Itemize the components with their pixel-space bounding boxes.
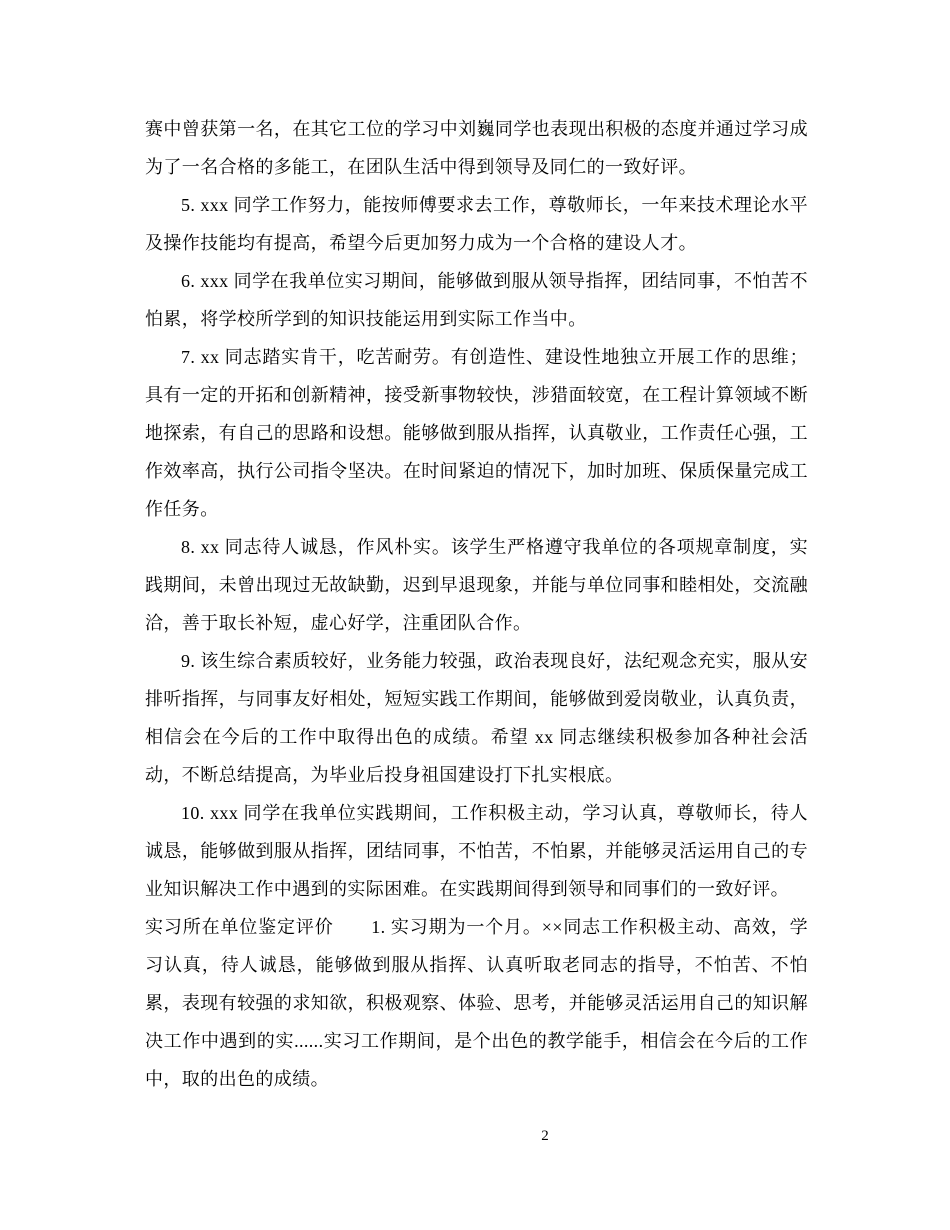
page-number: 2 — [541, 1128, 549, 1144]
paragraph-continuation: 赛中曾获第一名，在其它工位的学习中刘巍同学也表现出积极的态度并通过学习成为了一名合格的多能工，在团队生活中得到领导及同仁的一致好评。 — [145, 119, 808, 177]
paragraph-item-5: 5. xxx 同学工作努力，能按师傅要求去工作，尊敬师长，一年来技术理论水平及操作技能均有提高，希望今后更加努力成为一个合格的建设人才。 — [145, 195, 808, 253]
paragraph-item-10: 10. xxx 同学在我单位实践期间，工作积极主动，学习认真，尊敬师长，待人诚恳，能够做到服从指挥，团结同事，不怕苦，不怕累，并能够灵活运用自己的专业知识解决工作中遇到的实际困难。在实践期间得到领导和同事们的一致好评。 — [145, 803, 808, 899]
document-body — [145, 110, 808, 1098]
paragraph-section-unit-evaluation: 实习所在单位鉴定评价 1. 实习期为一个月。××同志工作积极主动、高效，学习认真，待人诚恳，能够做到服从指挥、认真听取老同志的指导，不怕苦、不怕累，表现有较强的求知欲，积极观察、体验、思考，并能够灵活运用自己的知识解决工作中遇到的实......实习工作期间，是个出色的教学能手，相信会在今后的工作中，取的出色的成绩。 — [145, 917, 808, 1089]
paragraph-item-6: 6. xxx 同学在我单位实习期间，能够做到服从领导指挥，团结同事，不怕苦不怕累，将学校所学到的知识技能运用到实际工作当中。 — [145, 271, 808, 329]
paragraph-item-7: 7. xx 同志踏实肯干，吃苦耐劳。有创造性、建设性地独立开展工作的思维；具有一定的开拓和创新精神，接受新事物较快，涉猎面较宽，在工程计算领域不断地探索，有自己的思路和设想。能够做到服从指挥，认真敬业，工作责任心强，工作效率高，执行公司指令坚决。在时间紧迫的情况下，加时加班、保质保量完成工作任务。 — [145, 347, 808, 519]
paragraph-item-8: 8. xx 同志待人诚恳，作风朴实。该学生严格遵守我单位的各项规章制度，实践期间，未曾出现过无故缺勤，迟到早退现象，并能与单位同事和睦相处，交流融洽，善于取长补短，虚心好学，注重团队合作。 — [145, 537, 808, 633]
paragraph-item-9: 9. 该生综合素质较好，业务能力较强，政治表现良好，法纪观念充实，服从安排听指挥，与同事友好相处，短短实践工作期间，能够做到爱岗敬业，认真负责，相信会在今后的工作中取得出色的成绩。希望 xx 同志继续积极参加各种社会活动，不断总结提高，为毕业后投身祖国建设打下扎实根底。 — [145, 651, 808, 785]
